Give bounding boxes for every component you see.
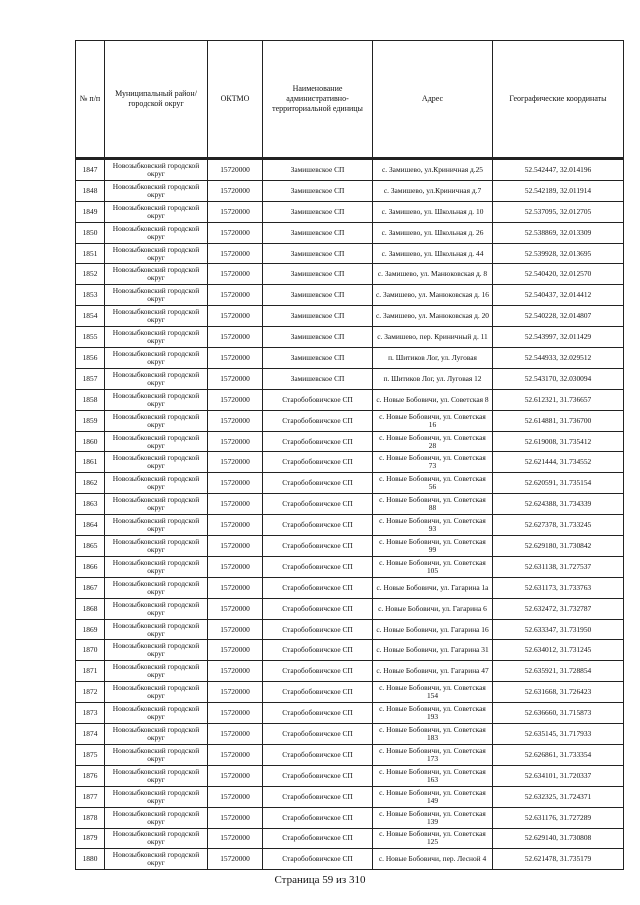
row-oktmo: 15720000 bbox=[208, 765, 263, 786]
row-unit: Замишевское СП bbox=[263, 306, 373, 327]
row-municipality: Новозыбковский городской округ bbox=[105, 431, 208, 452]
page-footer: Страница 59 из 310 bbox=[274, 874, 366, 886]
table-row bbox=[76, 431, 624, 452]
row-municipality: Новозыбковский городской округ bbox=[105, 556, 208, 577]
row-municipality: Новозыбковский городской округ bbox=[105, 201, 208, 222]
row-oktmo: 15720000 bbox=[208, 494, 263, 515]
row-unit: Старобобовичское СП bbox=[263, 556, 373, 577]
row-oktmo: 15720000 bbox=[208, 556, 263, 577]
table-row bbox=[76, 285, 624, 306]
row-coords: 52.614881, 31.736700 bbox=[493, 410, 624, 431]
row-address: с. Новые Бобовичи, ул. Советская 154 bbox=[373, 682, 493, 703]
row-coords: 52.543170, 32.030094 bbox=[493, 368, 624, 389]
row-municipality: Новозыбковский городской округ bbox=[105, 285, 208, 306]
table-row bbox=[76, 744, 624, 765]
row-coords: 52.619008, 31.735412 bbox=[493, 431, 624, 452]
row-coords: 52.631668, 31.726423 bbox=[493, 682, 624, 703]
row-number: 1879 bbox=[76, 828, 105, 849]
row-address: с. Новые Бобовичи, ул. Советская 193 bbox=[373, 703, 493, 724]
table-row bbox=[76, 828, 624, 849]
row-number: 1874 bbox=[76, 724, 105, 745]
row-address: с. Новые Бобовичи, ул. Советская 99 bbox=[373, 536, 493, 557]
row-number: 1862 bbox=[76, 473, 105, 494]
table-row bbox=[76, 410, 624, 431]
row-oktmo: 15720000 bbox=[208, 368, 263, 389]
row-municipality: Новозыбковский городской округ bbox=[105, 682, 208, 703]
row-number: 1848 bbox=[76, 180, 105, 201]
row-unit: Замишевское СП bbox=[263, 368, 373, 389]
row-coords: 52.621444, 31.734552 bbox=[493, 452, 624, 473]
row-number: 1857 bbox=[76, 368, 105, 389]
row-address: с. Новые Бобовичи, ул. Советская 8 bbox=[373, 389, 493, 410]
row-oktmo: 15720000 bbox=[208, 807, 263, 828]
row-municipality: Новозыбковский городской округ bbox=[105, 744, 208, 765]
table-row bbox=[76, 452, 624, 473]
row-coords: 52.626861, 31.733354 bbox=[493, 744, 624, 765]
row-municipality: Новозыбковский городской округ bbox=[105, 222, 208, 243]
row-number: 1873 bbox=[76, 703, 105, 724]
table-row bbox=[76, 159, 624, 180]
row-number: 1864 bbox=[76, 515, 105, 536]
table-row bbox=[76, 494, 624, 515]
row-coords: 52.624388, 31.734339 bbox=[493, 494, 624, 515]
row-number: 1867 bbox=[76, 577, 105, 598]
row-oktmo: 15720000 bbox=[208, 682, 263, 703]
header-address: Адрес bbox=[373, 41, 493, 158]
row-oktmo: 15720000 bbox=[208, 159, 263, 180]
table-row bbox=[76, 243, 624, 264]
row-address: с. Новые Бобовичи, ул. Советская 73 bbox=[373, 452, 493, 473]
row-unit: Старобобовичское СП bbox=[263, 849, 373, 870]
row-unit: Старобобовичское СП bbox=[263, 431, 373, 452]
row-coords: 52.544933, 32.029512 bbox=[493, 348, 624, 369]
row-address: с. Новые Бобовичи, ул. Советская 183 bbox=[373, 724, 493, 745]
row-oktmo: 15720000 bbox=[208, 661, 263, 682]
row-oktmo: 15720000 bbox=[208, 327, 263, 348]
row-coords: 52.633347, 31.731950 bbox=[493, 619, 624, 640]
row-number: 1866 bbox=[76, 556, 105, 577]
row-unit: Старобобовичское СП bbox=[263, 577, 373, 598]
row-number: 1871 bbox=[76, 661, 105, 682]
table-body bbox=[76, 158, 624, 870]
row-municipality: Новозыбковский городской округ bbox=[105, 389, 208, 410]
row-unit: Старобобовичское СП bbox=[263, 619, 373, 640]
row-number: 1870 bbox=[76, 640, 105, 661]
row-unit: Старобобовичское СП bbox=[263, 828, 373, 849]
row-coords: 52.635145, 31.717933 bbox=[493, 724, 624, 745]
row-number: 1872 bbox=[76, 682, 105, 703]
row-coords: 52.621478, 31.735179 bbox=[493, 849, 624, 870]
row-oktmo: 15720000 bbox=[208, 243, 263, 264]
row-coords: 52.537095, 32.012705 bbox=[493, 201, 624, 222]
row-coords: 52.627378, 31.733245 bbox=[493, 515, 624, 536]
row-municipality: Новозыбковский городской округ bbox=[105, 410, 208, 431]
row-coords: 52.539928, 32.013695 bbox=[493, 243, 624, 264]
row-number: 1855 bbox=[76, 327, 105, 348]
row-address: п. Шитиков Лог, ул. Луговая bbox=[373, 348, 493, 369]
table-row bbox=[76, 786, 624, 807]
row-oktmo: 15720000 bbox=[208, 222, 263, 243]
table-row bbox=[76, 180, 624, 201]
row-oktmo: 15720000 bbox=[208, 389, 263, 410]
table-row bbox=[76, 515, 624, 536]
row-municipality: Новозыбковский городской округ bbox=[105, 536, 208, 557]
row-number: 1852 bbox=[76, 264, 105, 285]
row-address: с. Замишево, ул. Манюковская д. 16 bbox=[373, 285, 493, 306]
row-unit: Старобобовичское СП bbox=[263, 765, 373, 786]
row-address: с. Замишево, пер. Криничный д. 11 bbox=[373, 327, 493, 348]
row-number: 1856 bbox=[76, 348, 105, 369]
table-row bbox=[76, 201, 624, 222]
row-oktmo: 15720000 bbox=[208, 410, 263, 431]
table-row bbox=[76, 327, 624, 348]
row-address: с. Новые Бобовичи, ул. Советская 56 bbox=[373, 473, 493, 494]
row-number: 1869 bbox=[76, 619, 105, 640]
table-row bbox=[76, 807, 624, 828]
row-number: 1860 bbox=[76, 431, 105, 452]
row-municipality: Новозыбковский городской округ bbox=[105, 724, 208, 745]
row-unit: Старобобовичское СП bbox=[263, 536, 373, 557]
table-row bbox=[76, 222, 624, 243]
row-municipality: Новозыбковский городской округ bbox=[105, 577, 208, 598]
row-oktmo: 15720000 bbox=[208, 786, 263, 807]
table-row bbox=[76, 598, 624, 619]
row-unit: Замишевское СП bbox=[263, 285, 373, 306]
row-address: с. Новые Бобовичи, ул. Гагарина 6 bbox=[373, 598, 493, 619]
row-oktmo: 15720000 bbox=[208, 619, 263, 640]
row-oktmo: 15720000 bbox=[208, 431, 263, 452]
row-oktmo: 15720000 bbox=[208, 828, 263, 849]
table-row bbox=[76, 473, 624, 494]
row-unit: Замишевское СП bbox=[263, 348, 373, 369]
row-coords: 52.629180, 31.730842 bbox=[493, 536, 624, 557]
row-address: с. Новые Бобовичи, ул. Советская 16 bbox=[373, 410, 493, 431]
table-row bbox=[76, 682, 624, 703]
row-coords: 52.634101, 31.720337 bbox=[493, 765, 624, 786]
row-address: с. Новые Бобовичи, ул. Советская 173 bbox=[373, 744, 493, 765]
row-number: 1850 bbox=[76, 222, 105, 243]
row-number: 1868 bbox=[76, 598, 105, 619]
row-number: 1880 bbox=[76, 849, 105, 870]
row-oktmo: 15720000 bbox=[208, 849, 263, 870]
row-address: с. Новые Бобовичи, пер. Лесной 4 bbox=[373, 849, 493, 870]
row-municipality: Новозыбковский городской округ bbox=[105, 786, 208, 807]
row-unit: Старобобовичское СП bbox=[263, 410, 373, 431]
row-address: с. Новые Бобовичи, ул. Советская 125 bbox=[373, 828, 493, 849]
row-address: с. Новые Бобовичи, ул. Советская 149 bbox=[373, 786, 493, 807]
row-unit: Замишевское СП bbox=[263, 222, 373, 243]
row-number: 1847 bbox=[76, 159, 105, 180]
row-address: с. Замишево, ул. Школьная д. 26 bbox=[373, 222, 493, 243]
row-address: с. Замишево, ул.Криничная д.25 bbox=[373, 159, 493, 180]
header-coords: Географические координаты bbox=[493, 41, 624, 158]
row-number: 1858 bbox=[76, 389, 105, 410]
table-row bbox=[76, 389, 624, 410]
row-number: 1878 bbox=[76, 807, 105, 828]
row-municipality: Новозыбковский городской округ bbox=[105, 494, 208, 515]
table-row bbox=[76, 661, 624, 682]
row-municipality: Новозыбковский городской округ bbox=[105, 515, 208, 536]
row-oktmo: 15720000 bbox=[208, 515, 263, 536]
row-municipality: Новозыбковский городской округ bbox=[105, 473, 208, 494]
row-municipality: Новозыбковский городской округ bbox=[105, 619, 208, 640]
row-number: 1865 bbox=[76, 536, 105, 557]
row-unit: Замишевское СП bbox=[263, 264, 373, 285]
row-number: 1877 bbox=[76, 786, 105, 807]
row-unit: Замишевское СП bbox=[263, 327, 373, 348]
row-unit: Замишевское СП bbox=[263, 159, 373, 180]
row-coords: 52.540437, 32.014412 bbox=[493, 285, 624, 306]
row-municipality: Новозыбковский городской округ bbox=[105, 807, 208, 828]
header-unit: Наименование административно-территориальной единицы bbox=[263, 41, 373, 158]
row-address: с. Новые Бобовичи, ул. Гагарина 31 bbox=[373, 640, 493, 661]
row-coords: 52.636660, 31.715873 bbox=[493, 703, 624, 724]
row-municipality: Новозыбковский городской округ bbox=[105, 264, 208, 285]
row-number: 1876 bbox=[76, 765, 105, 786]
row-oktmo: 15720000 bbox=[208, 577, 263, 598]
row-number: 1854 bbox=[76, 306, 105, 327]
row-oktmo: 15720000 bbox=[208, 598, 263, 619]
table-row bbox=[76, 556, 624, 577]
row-number: 1849 bbox=[76, 201, 105, 222]
row-coords: 52.538869, 32.013309 bbox=[493, 222, 624, 243]
table-row bbox=[76, 577, 624, 598]
header-municipality: Муниципальный район/городской округ bbox=[105, 41, 208, 158]
row-municipality: Новозыбковский городской округ bbox=[105, 159, 208, 180]
row-unit: Старобобовичское СП bbox=[263, 452, 373, 473]
row-municipality: Новозыбковский городской округ bbox=[105, 598, 208, 619]
row-coords: 52.631173, 31.733763 bbox=[493, 577, 624, 598]
row-municipality: Новозыбковский городской округ bbox=[105, 180, 208, 201]
row-number: 1859 bbox=[76, 410, 105, 431]
row-municipality: Новозыбковский городской округ bbox=[105, 765, 208, 786]
row-address: с. Замишево, ул.Криничная д.7 bbox=[373, 180, 493, 201]
row-coords: 52.634012, 31.731245 bbox=[493, 640, 624, 661]
row-oktmo: 15720000 bbox=[208, 536, 263, 557]
row-oktmo: 15720000 bbox=[208, 348, 263, 369]
row-unit: Старобобовичское СП bbox=[263, 682, 373, 703]
row-unit: Старобобовичское СП bbox=[263, 724, 373, 745]
table-row bbox=[76, 348, 624, 369]
table-row bbox=[76, 724, 624, 745]
row-oktmo: 15720000 bbox=[208, 724, 263, 745]
address-table bbox=[75, 40, 624, 870]
row-unit: Замишевское СП bbox=[263, 201, 373, 222]
row-number: 1853 bbox=[76, 285, 105, 306]
table-row bbox=[76, 640, 624, 661]
row-number: 1851 bbox=[76, 243, 105, 264]
row-address: с. Новые Бобовичи, ул. Гагарина 16 bbox=[373, 619, 493, 640]
row-oktmo: 15720000 bbox=[208, 306, 263, 327]
row-municipality: Новозыбковский городской округ bbox=[105, 661, 208, 682]
row-address: с. Новые Бобовичи, ул. Советская 139 bbox=[373, 807, 493, 828]
row-coords: 52.635921, 31.728854 bbox=[493, 661, 624, 682]
table-row bbox=[76, 306, 624, 327]
row-address: с. Новые Бобовичи, ул. Гагарина 47 bbox=[373, 661, 493, 682]
row-address: с. Новые Бобовичи, ул. Советская 88 bbox=[373, 494, 493, 515]
row-coords: 52.632472, 31.732787 bbox=[493, 598, 624, 619]
row-oktmo: 15720000 bbox=[208, 452, 263, 473]
row-coords: 52.542447, 32.014196 bbox=[493, 159, 624, 180]
row-coords: 52.631176, 31.727289 bbox=[493, 807, 624, 828]
row-coords: 52.620591, 31.735154 bbox=[493, 473, 624, 494]
row-municipality: Новозыбковский городской округ bbox=[105, 306, 208, 327]
row-oktmo: 15720000 bbox=[208, 264, 263, 285]
row-coords: 52.540228, 32.014807 bbox=[493, 306, 624, 327]
row-municipality: Новозыбковский городской округ bbox=[105, 703, 208, 724]
row-address: с. Новые Бобовичи, ул. Советская 28 bbox=[373, 431, 493, 452]
row-oktmo: 15720000 bbox=[208, 703, 263, 724]
row-address: с. Замишево, ул. Манюковская д. 20 bbox=[373, 306, 493, 327]
row-oktmo: 15720000 bbox=[208, 473, 263, 494]
row-unit: Старобобовичское СП bbox=[263, 598, 373, 619]
table-row bbox=[76, 703, 624, 724]
header-num: № п/п bbox=[76, 41, 105, 158]
row-unit: Старобобовичское СП bbox=[263, 744, 373, 765]
row-address: с. Замишево, ул. Школьная д. 10 bbox=[373, 201, 493, 222]
table-row bbox=[76, 765, 624, 786]
row-unit: Старобобовичское СП bbox=[263, 786, 373, 807]
row-unit: Замишевское СП bbox=[263, 243, 373, 264]
row-municipality: Новозыбковский городской округ bbox=[105, 452, 208, 473]
row-coords: 52.540420, 32.012570 bbox=[493, 264, 624, 285]
row-unit: Старобобовичское СП bbox=[263, 515, 373, 536]
row-address: с. Замишево, ул. Манюковская д. 8 bbox=[373, 264, 493, 285]
row-number: 1863 bbox=[76, 494, 105, 515]
table-row bbox=[76, 368, 624, 389]
table-header-row bbox=[76, 41, 624, 158]
row-unit: Старобобовичское СП bbox=[263, 494, 373, 515]
row-coords: 52.542189, 32.011914 bbox=[493, 180, 624, 201]
row-address: п. Шитиков Лог, ул. Луговая 12 bbox=[373, 368, 493, 389]
row-unit: Старобобовичское СП bbox=[263, 703, 373, 724]
row-coords: 52.631138, 31.727537 bbox=[493, 556, 624, 577]
table-row bbox=[76, 264, 624, 285]
row-unit: Старобобовичское СП bbox=[263, 640, 373, 661]
table-row bbox=[76, 619, 624, 640]
row-oktmo: 15720000 bbox=[208, 201, 263, 222]
row-municipality: Новозыбковский городской округ bbox=[105, 849, 208, 870]
row-municipality: Новозыбковский городской округ bbox=[105, 828, 208, 849]
row-oktmo: 15720000 bbox=[208, 180, 263, 201]
row-unit: Старобобовичское СП bbox=[263, 473, 373, 494]
row-coords: 52.629140, 31.730808 bbox=[493, 828, 624, 849]
row-oktmo: 15720000 bbox=[208, 640, 263, 661]
row-address: с. Замишево, ул. Школьная д. 44 bbox=[373, 243, 493, 264]
row-address: с. Новые Бобовичи, ул. Советская 163 bbox=[373, 765, 493, 786]
row-number: 1875 bbox=[76, 744, 105, 765]
header-oktmo: ОКТМО bbox=[208, 41, 263, 158]
row-municipality: Новозыбковский городской округ bbox=[105, 348, 208, 369]
row-municipality: Новозыбковский городской округ bbox=[105, 243, 208, 264]
row-number: 1861 bbox=[76, 452, 105, 473]
row-address: с. Новые Бобовичи, ул. Советская 93 bbox=[373, 515, 493, 536]
row-address: с. Новые Бобовичи, ул. Гагарина 1а bbox=[373, 577, 493, 598]
table-row bbox=[76, 536, 624, 557]
row-coords: 52.612321, 31.736657 bbox=[493, 389, 624, 410]
row-coords: 52.632325, 31.724371 bbox=[493, 786, 624, 807]
table-row bbox=[76, 849, 624, 870]
row-unit: Старобобовичское СП bbox=[263, 389, 373, 410]
row-oktmo: 15720000 bbox=[208, 744, 263, 765]
row-municipality: Новозыбковский городской округ bbox=[105, 368, 208, 389]
row-oktmo: 15720000 bbox=[208, 285, 263, 306]
row-municipality: Новозыбковский городской округ bbox=[105, 327, 208, 348]
row-unit: Замишевское СП bbox=[263, 180, 373, 201]
row-municipality: Новозыбковский городской округ bbox=[105, 640, 208, 661]
row-unit: Старобобовичское СП bbox=[263, 661, 373, 682]
row-address: с. Новые Бобовичи, ул. Советская 105 bbox=[373, 556, 493, 577]
row-coords: 52.543997, 32.011429 bbox=[493, 327, 624, 348]
row-unit: Старобобовичское СП bbox=[263, 807, 373, 828]
